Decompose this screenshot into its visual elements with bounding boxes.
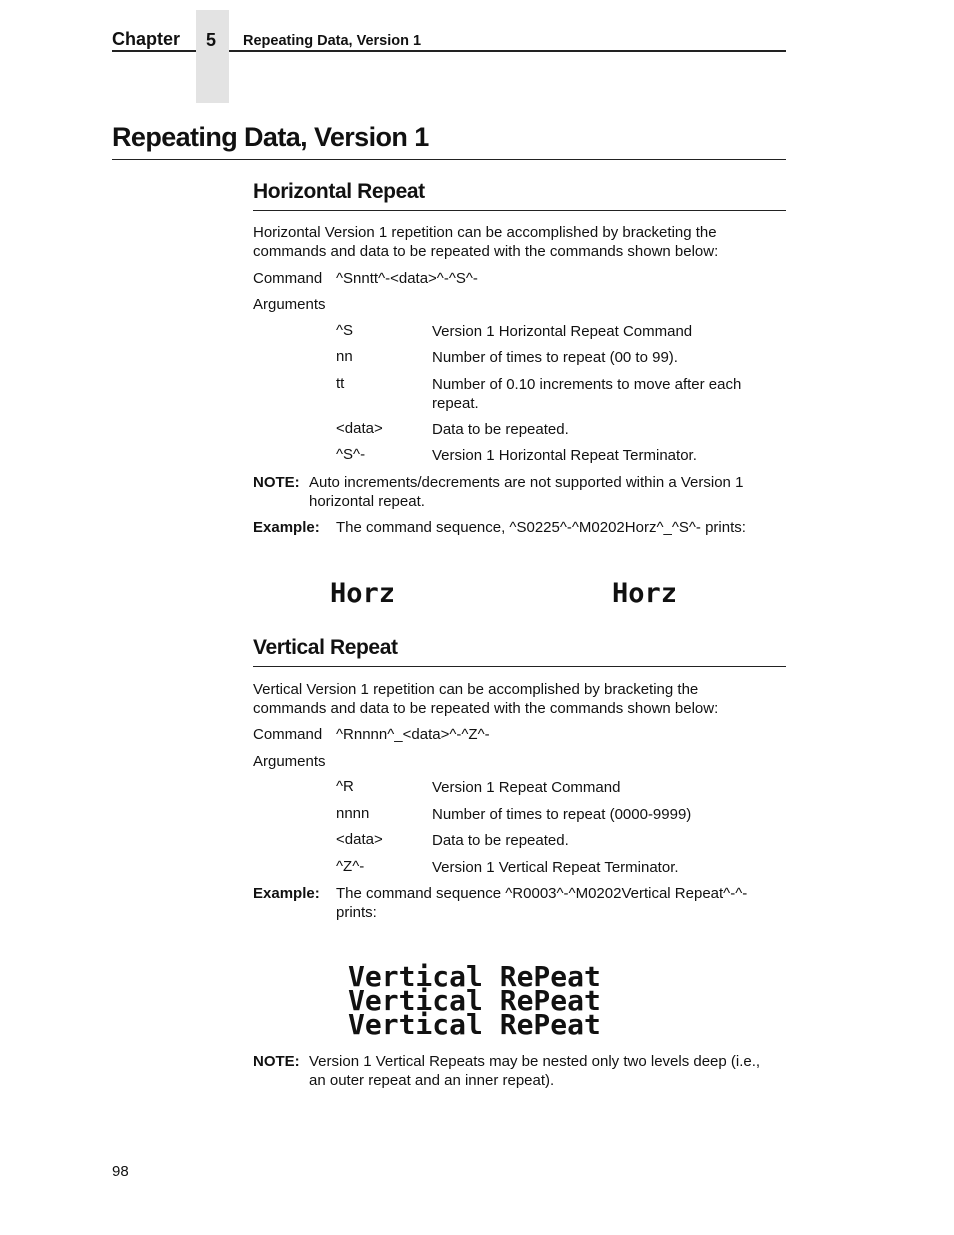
horizontal-command-label: Command (253, 270, 323, 287)
arg-description: Version 1 Vertical Repeat Terminator. (432, 859, 679, 876)
vertical-note-label: NOTE: (253, 1053, 300, 1070)
horizontal-note-label: NOTE: (253, 474, 300, 491)
vertical-sample-output (340, 962, 720, 1042)
horizontal-command-value: ^Snntt^-<data>^-^S^- (336, 270, 478, 287)
sample-text: Horz (612, 578, 678, 609)
arg-description-continued: repeat. (432, 395, 479, 412)
header-rule-left (112, 50, 196, 52)
horizontal-example-label: Example: (253, 519, 320, 536)
header-rule-right (229, 50, 786, 52)
vertical-command-label: Command (253, 726, 323, 743)
sample-text: Horz (330, 578, 396, 609)
vertical-command-value: ^Rnnnn^_<data>^-^Z^- (336, 726, 490, 743)
arg-code: ^R (336, 778, 354, 795)
section-heading-horizontal: Horizontal Repeat (253, 180, 425, 203)
horizontal-intro-line1: Horizontal Version 1 repetition can be accomplished by bracketing the (253, 224, 717, 241)
chapter-label: Chapter (112, 29, 181, 49)
arg-code: nnnn (336, 805, 370, 822)
vertical-note-line2: an outer repeat and an inner repeat). (309, 1072, 555, 1089)
arg-code: ^S^- (336, 446, 366, 463)
arg-code: <data> (336, 420, 383, 437)
vertical-example-line2: prints: (336, 904, 377, 921)
arg-code: nn (336, 348, 353, 365)
page-title: Repeating Data, Version 1 (112, 122, 429, 152)
horizontal-sample-output (320, 572, 720, 612)
arg-description: Data to be repeated. (432, 421, 569, 438)
chapter-number: 5 (206, 30, 217, 50)
sample-text: Vertical RePeat (348, 1008, 601, 1041)
arg-description: Version 1 Horizontal Repeat Command (432, 323, 693, 340)
vertical-example-label: Example: (253, 885, 320, 902)
arg-description: Number of 0.10 increments to move after each (432, 376, 742, 393)
section-rule-vertical (253, 666, 786, 667)
arg-description: Version 1 Horizontal Repeat Terminator. (432, 447, 697, 464)
arg-code: ^S (336, 322, 354, 339)
horizontal-arguments-label: Arguments (253, 296, 326, 313)
vertical-arguments-label: Arguments (253, 753, 326, 770)
vertical-intro-line2: commands and data to be repeated with the commands shown below: (253, 700, 719, 717)
arg-code: tt (336, 375, 345, 392)
horizontal-example-text: The command sequence, ^S0225^-^M0202Horz^_^S^- prints: (336, 519, 746, 536)
horizontal-note-line1: Auto increments/decrements are not supported within a Version 1 (309, 474, 744, 491)
section-heading-vertical: Vertical Repeat (253, 636, 398, 659)
horizontal-intro-line2: commands and data to be repeated with the commands shown below: (253, 243, 719, 260)
vertical-example-line1: The command sequence ^R0003^-^M0202Vertical Repeat^-^- (336, 885, 748, 902)
arg-description: Version 1 Repeat Command (432, 779, 621, 796)
arg-description: Number of times to repeat (0000-9999) (432, 806, 692, 823)
title-rule (112, 159, 786, 160)
horizontal-note-line2: horizontal repeat. (309, 493, 425, 510)
vertical-intro-line1: Vertical Version 1 repetition can be accomplished by bracketing the (253, 681, 699, 698)
running-title: Repeating Data, Version 1 (243, 33, 422, 49)
sample-text: Vertical RePeat (348, 962, 601, 993)
arg-description: Data to be repeated. (432, 832, 569, 849)
section-rule-horizontal (253, 210, 786, 211)
arg-code: <data> (336, 831, 383, 848)
sample-text: Vertical RePeat (348, 984, 601, 1017)
arg-code: ^Z^- (336, 858, 365, 875)
chapter-tab (196, 10, 229, 103)
arg-description: Number of times to repeat (00 to 99). (432, 349, 678, 366)
vertical-note-line1: Version 1 Vertical Repeats may be nested only two levels deep (i.e., (309, 1053, 761, 1070)
page-number: 98 (112, 1163, 129, 1180)
